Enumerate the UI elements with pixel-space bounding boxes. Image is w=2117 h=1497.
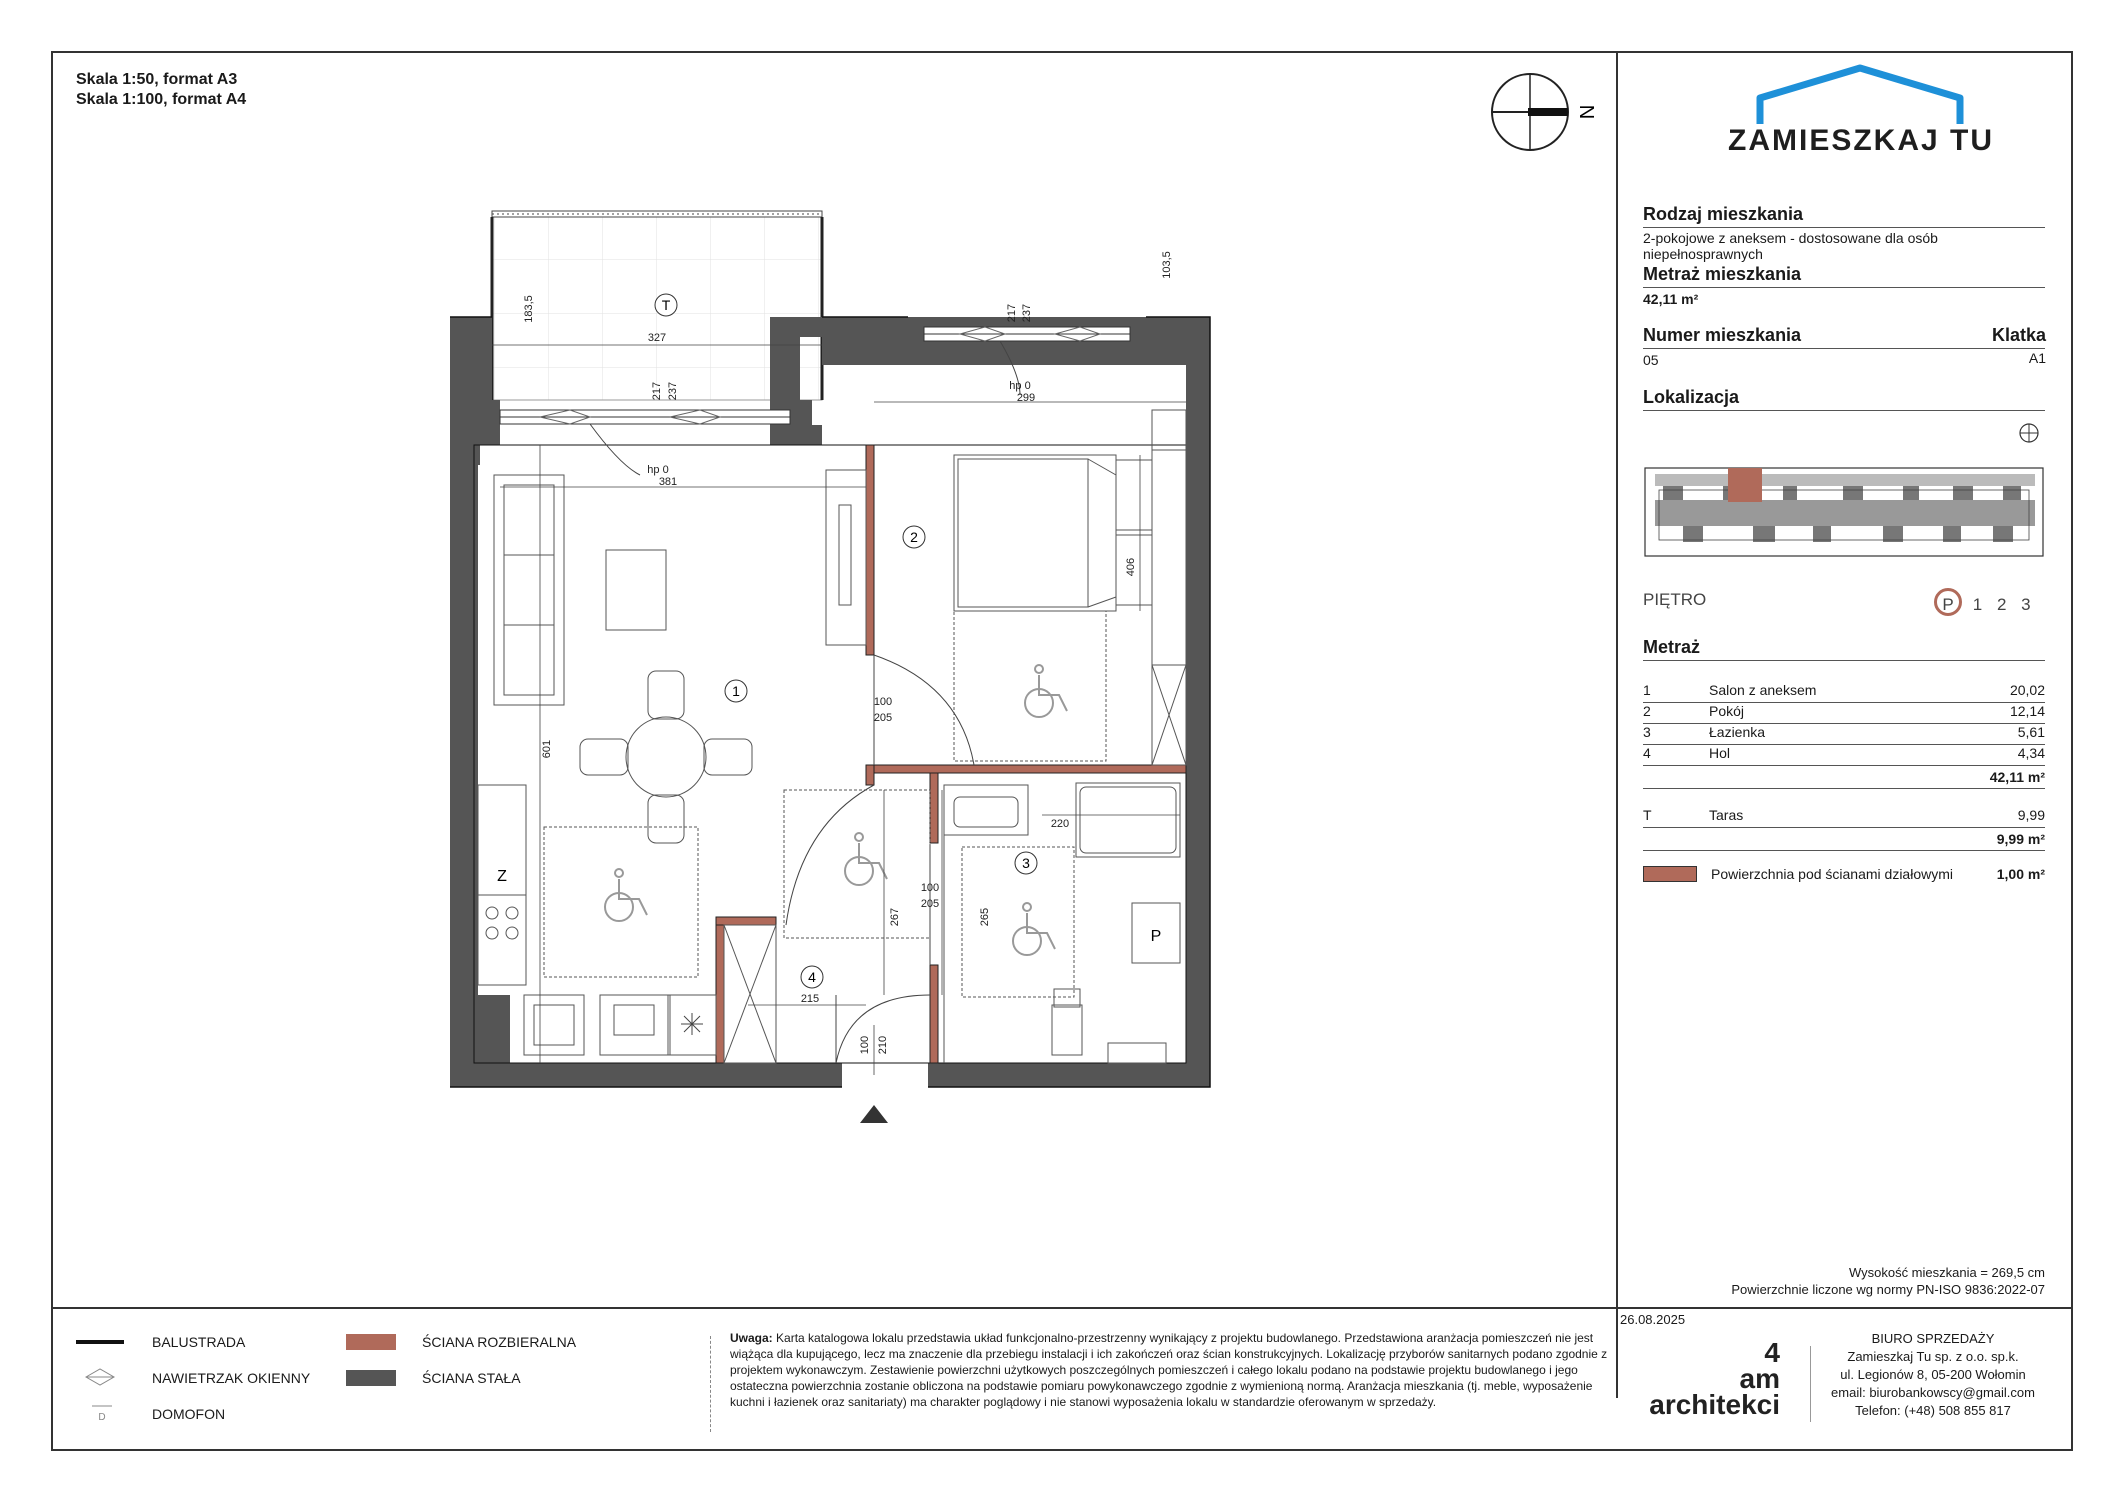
dim-hol-width: 215 — [800, 993, 820, 1005]
architect-line3: architekci — [1649, 1389, 1780, 1420]
room-tag-terrace: T — [661, 297, 671, 313]
dim-win1-a: 217 — [651, 381, 663, 401]
room-name: Pokój — [1709, 703, 1745, 719]
floor-option[interactable]: 3 — [2021, 595, 2031, 614]
dim-win2-width: 299 — [1016, 392, 1036, 404]
vent-icon — [82, 1366, 118, 1388]
svg-text:D: D — [98, 1412, 106, 1423]
sales-office — [1820, 1330, 2046, 1420]
dim-win1-width: 381 — [658, 476, 678, 488]
walls-area-value: 1,00 m² — [1996, 866, 2045, 882]
dim-entry-a: 100 — [859, 1035, 871, 1055]
dim-win2-hp: hp 0 — [1009, 380, 1031, 392]
bottom-rule — [52, 1307, 2072, 1309]
room-tag-4: 4 — [808, 969, 816, 985]
north-label: N — [1575, 104, 1597, 120]
dim-win2-a: 217 — [1006, 303, 1018, 323]
washer-label: P — [1150, 928, 1162, 945]
room-area: 20,02 — [2009, 682, 2045, 698]
room-name: Łazienka — [1709, 724, 1766, 740]
legend-sciana-rozbieralna: ŚCIANA ROZBIERALNA — [422, 1334, 577, 1350]
solid-wall-swatch — [346, 1370, 396, 1386]
area-value: 42,11 m² — [1643, 291, 1699, 307]
date: 26.08.2025 — [1620, 1312, 1686, 1327]
rule — [1643, 410, 2045, 411]
room-tag-2: 2 — [910, 529, 918, 545]
dim-door2-a: 100 — [920, 882, 940, 894]
room-no: 3 — [1643, 724, 1651, 740]
area-heading: Metraż mieszkania — [1643, 264, 1802, 284]
legend-nawietrzak: NAWIETRZAK OKIENNY — [152, 1370, 311, 1386]
disclaimer — [730, 1330, 1610, 1410]
room-name: Hol — [1709, 745, 1731, 761]
scale-info — [76, 70, 246, 110]
partition-wall-swatch — [346, 1334, 396, 1350]
table-row — [1643, 724, 2045, 744]
terrace-total: 9,99 m² — [1996, 831, 2045, 847]
rule — [1643, 765, 2045, 766]
height-note: Wysokość mieszkania = 269,5 cm — [1848, 1265, 2045, 1280]
floor-selector — [1940, 588, 2050, 616]
dim-door1-a: 100 — [873, 696, 893, 708]
rule — [1643, 348, 2045, 349]
scale-a4: Skala 1:100, format A4 — [76, 91, 247, 108]
norm-note: Powierzchnie liczone wg normy PN-ISO 9836:2022-07 — [1731, 1282, 2045, 1297]
dim-terrace-right: 103,5 — [1161, 251, 1173, 279]
type-heading: Rodzaj mieszkania — [1643, 204, 1804, 224]
dim-door1-b: 205 — [873, 712, 893, 724]
number-heading: Numer mieszkania — [1643, 325, 1802, 345]
type-value: 2-pokojowe z aneksem - dostosowane dla osób niepełnosprawnych — [1643, 230, 1938, 262]
table-row — [1643, 703, 2045, 723]
room-no: 4 — [1643, 745, 1651, 761]
table-row — [1643, 682, 2045, 702]
balustrada-swatch — [76, 1340, 124, 1344]
floor-label: PIĘTRO — [1643, 590, 1707, 609]
room-no: 2 — [1643, 703, 1651, 719]
legend-separator — [710, 1336, 711, 1432]
rule — [1643, 227, 2045, 228]
room-tag-3: 3 — [1022, 855, 1030, 871]
dim-win1-b: 237 — [667, 381, 679, 401]
dim-win1-hp: hp 0 — [647, 464, 669, 476]
dim-bath-width: 220 — [1050, 818, 1070, 830]
dim-door2-b: 205 — [920, 898, 940, 910]
wheelchair-icons — [605, 665, 1070, 955]
rule — [1643, 702, 2045, 703]
location-heading: Lokalizacja — [1643, 387, 1740, 407]
dim-win2-b: 237 — [1021, 303, 1033, 323]
disclaimer-text: Karta katalogowa lokalu przedstawia układ funkcjonalno-przestrzenny wynikający z projektu budowlanego. Przedstawiona aranżacja pomieszczeń nie jest wiążąca dla kupującego, lecz ma znaczenie dla przebiegu instalacji i ich zakończeń oraz ścian konstrukcyjnych. Lokalizację przyborów sanitarnych podano zgodnie z projektem wykonawczym. Zestawienie powierzchni użytkowych poszczególnych pomieszczeń i całego lokalu podano na podstawie projektu budowlanego i jego ostateczna powierzchnia zostanie obliczona na podstawie pomiaru powykonawczego zgodnie z wymienioną normą. Aranżacja mieszkania (tj. meble, wyposażenie kuchni i łazienek oraz sanitariaty) ma charakter poglądowy i nie stanowi wyposażenia lokalu w standardzie oferowanym w sprzedaży. — [730, 1331, 1608, 1409]
dim-entry-b: 210 — [877, 1035, 889, 1055]
floor-option[interactable]: 2 — [1996, 595, 2007, 614]
terrace-area: 9,99 — [2017, 807, 2045, 823]
brand-logo — [1720, 62, 2000, 172]
room-no: 1 — [1643, 682, 1651, 698]
room-name: Salon z aneksem — [1709, 682, 1817, 698]
room-tag-1: 1 — [732, 683, 740, 699]
scale-a3: Skala 1:50, format A3 — [76, 71, 238, 88]
sales-separator — [1810, 1346, 1811, 1422]
house-roof-icon — [1720, 62, 2000, 132]
architect-logo — [1640, 1337, 1780, 1420]
dim-room1-height: 601 — [541, 739, 553, 759]
legend-balustrada: BALUSTRADA — [152, 1334, 246, 1350]
room-area: 4,34 — [2017, 745, 2045, 761]
fridge-label: Z — [497, 868, 507, 885]
intercom-icon — [90, 1402, 114, 1424]
sales-title: BIURO SPRZEDAŻY — [1871, 1331, 1995, 1346]
compass-icon — [2018, 422, 2048, 446]
rule — [1643, 744, 2045, 745]
dim-room2-height: 406 — [1125, 557, 1137, 577]
dim-terrace-width: 327 — [647, 332, 667, 344]
dim-hol-height: 267 — [889, 907, 901, 927]
floor-plan — [440, 205, 1220, 1145]
table-row — [1643, 745, 2045, 765]
rule — [1643, 827, 2045, 828]
rooms-total: 42,11 m² — [1989, 769, 2045, 785]
stair-value: A1 — [2028, 350, 2046, 366]
room-area: 5,61 — [2017, 724, 2045, 740]
rule — [1643, 850, 2045, 851]
floor-option[interactable]: 1 — [1972, 595, 1983, 614]
dim-terrace-height: 183,5 — [523, 295, 535, 323]
rule — [1643, 660, 2045, 661]
rule — [1643, 723, 2045, 724]
asterisk-icon — [681, 1013, 703, 1035]
building-location-map — [1643, 460, 2045, 564]
dim-bath-height: 265 — [979, 907, 991, 927]
sales-phone[interactable]: Telefon: (+48) 508 855 817 — [1855, 1403, 2011, 1418]
architect-line1: 4 — [1764, 1337, 1780, 1368]
panel-divider — [1616, 52, 1618, 1398]
height-note-block — [1643, 1264, 2045, 1298]
bedroom-furniture — [874, 410, 1186, 765]
metraz-heading: Metraż — [1643, 637, 1701, 657]
number-value: 05 — [1643, 352, 1659, 368]
room-area: 12,14 — [2009, 703, 2045, 719]
sales-address: ul. Legionów 8, 05-200 Wołomin — [1840, 1367, 2026, 1382]
legend-domofon: DOMOFON — [152, 1406, 226, 1422]
rule — [1643, 287, 2045, 288]
stair-heading: Klatka — [1991, 325, 2046, 345]
entrance-arrow-icon — [860, 1105, 888, 1123]
walls-area-label: Powierzchnia pod ścianami działowymi — [1711, 866, 1953, 882]
window-salon — [500, 410, 790, 475]
architect-line2: am — [1739, 1363, 1780, 1394]
terrace-name: Taras — [1709, 807, 1744, 823]
floor-option-selected[interactable]: P — [1934, 588, 1962, 616]
sales-email[interactable]: email: biurobankowscy@gmail.com — [1831, 1385, 2035, 1400]
legend — [76, 1330, 636, 1440]
rule — [1643, 788, 2045, 789]
sales-company: Zamieszkaj Tu sp. z o.o. sp.k. — [1847, 1349, 2019, 1364]
legend-sciana-stala: ŚCIANA STAŁA — [422, 1370, 521, 1386]
disclaimer-label: Uwaga: — [730, 1331, 773, 1345]
terrace-no: T — [1643, 807, 1652, 823]
table-row — [1643, 807, 2045, 827]
logo-text: ZAMIESZKAJ TU — [1728, 124, 1994, 157]
north-arrow-icon — [1490, 72, 1600, 156]
walls-swatch — [1643, 866, 1697, 882]
walls-area-row — [1643, 865, 2045, 883]
rooms-table — [1643, 682, 2045, 883]
